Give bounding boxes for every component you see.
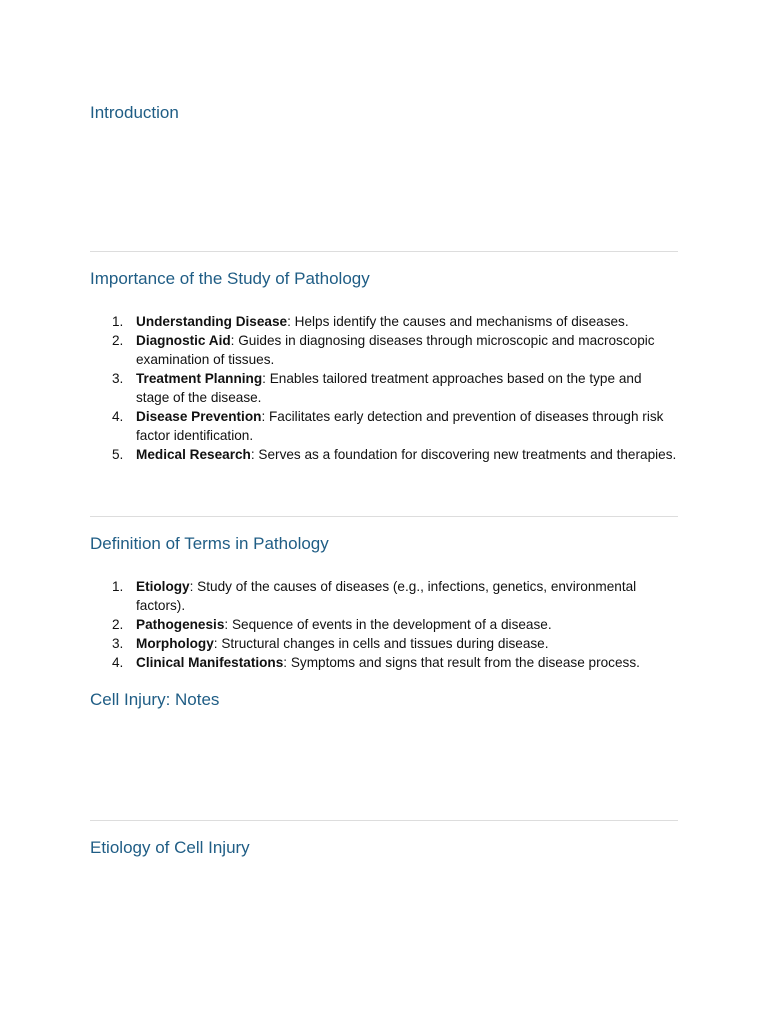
- list-item: [90, 369, 678, 407]
- divider: [90, 820, 678, 821]
- list-term: Etiology: [136, 579, 190, 594]
- list-term: Understanding Disease: [136, 314, 288, 329]
- list-text: : Study of the causes of diseases (e.g., infections, genetics, environmental factors).: [136, 579, 637, 613]
- list-text: : Helps identify the causes and mechanisms of diseases.: [287, 314, 629, 329]
- list-number: 1.: [112, 579, 124, 594]
- list-item: [90, 634, 678, 653]
- list-term: Treatment Planning: [136, 371, 263, 386]
- list-item: [90, 577, 678, 615]
- list-text: : Facilitates early detection and prevention of diseases through risk factor identification.: [136, 409, 664, 443]
- list-item: [90, 312, 678, 331]
- document-page: [90, 0, 678, 1024]
- list-term: Clinical Manifestations: [136, 655, 284, 670]
- list-item: [90, 331, 678, 369]
- list-text: : Symptoms and signs that result from the disease process.: [283, 655, 640, 670]
- list-text: : Guides in diagnosing diseases through microscopic and macroscopic examination of tissues.: [136, 333, 655, 367]
- heading-etiology: Etiology of Cell Injury: [90, 838, 250, 857]
- list-text: : Sequence of events in the development of a disease.: [224, 617, 552, 632]
- list-term: Pathogenesis: [136, 617, 225, 632]
- list-term: Diagnostic Aid: [136, 333, 231, 348]
- list-item: [90, 615, 678, 634]
- heading-cell-injury: Cell Injury: Notes: [90, 690, 220, 709]
- list-number: 3.: [112, 636, 124, 651]
- list-text: : Structural changes in cells and tissues during disease.: [213, 636, 549, 651]
- list-number: 2.: [112, 333, 124, 348]
- list-term: Disease Prevention: [136, 409, 262, 424]
- list-number: 4.: [112, 409, 124, 424]
- list-item: [90, 407, 678, 445]
- list-text: : Serves as a foundation for discovering new treatments and therapies.: [250, 447, 677, 462]
- heading-importance: Importance of the Study of Pathology: [90, 269, 370, 288]
- list-number: 3.: [112, 371, 124, 386]
- heading-introduction: Introduction: [90, 103, 179, 122]
- heading-definitions: Definition of Terms in Pathology: [90, 534, 329, 553]
- list-number: 1.: [112, 314, 124, 329]
- importance-list: [90, 312, 678, 464]
- list-number: 5.: [112, 447, 124, 462]
- list-term: Medical Research: [136, 447, 251, 462]
- divider: [90, 516, 678, 517]
- list-item: [90, 445, 678, 464]
- list-number: 4.: [112, 655, 124, 670]
- list-term: Morphology: [136, 636, 214, 651]
- list-text: : Enables tailored treatment approaches based on the type and stage of the disease.: [136, 371, 642, 405]
- definitions-list: [90, 577, 678, 672]
- divider: [90, 251, 678, 252]
- list-item: [90, 653, 678, 672]
- list-number: 2.: [112, 617, 124, 632]
